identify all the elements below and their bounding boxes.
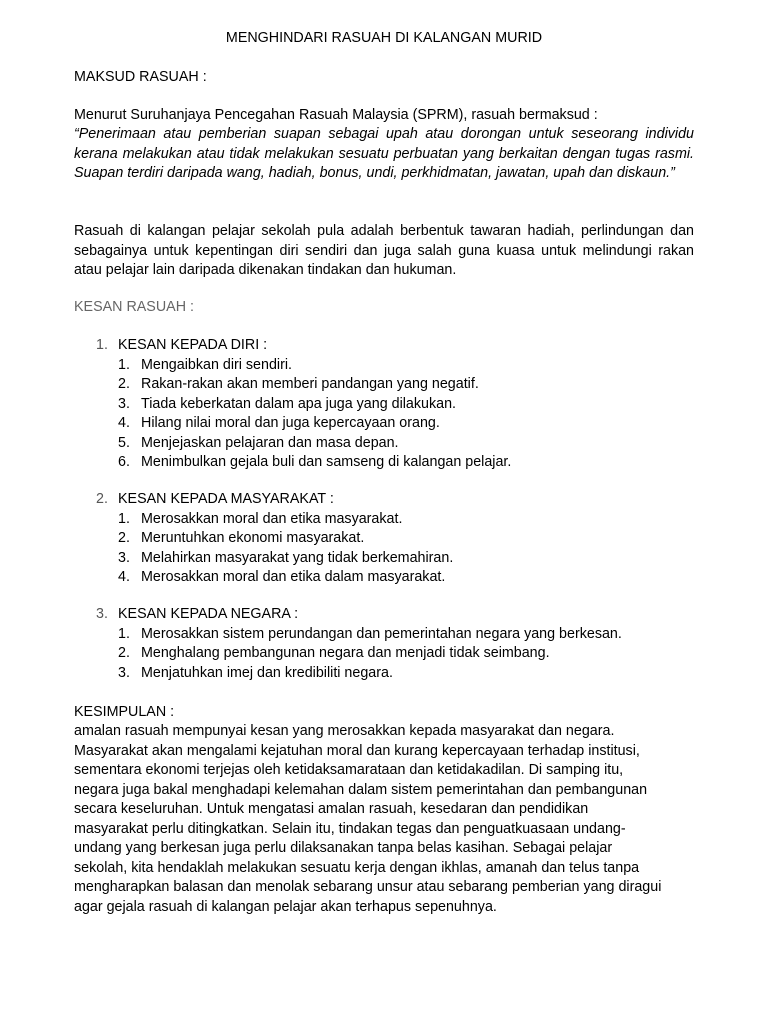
maksud-paragraph: Rasuah di kalangan pelajar sekolah pula adalah berbentuk tawaran hadiah, perlindungan dan sebagainya untuk kepentingan diri sendiri dan juga salah guna kuasa untuk melindungi rakan atau pelajar lain daripada dikenakan tindakan dan hukuman. (74, 223, 694, 278)
item-number: 2. (118, 645, 130, 661)
section-number: 3. (96, 606, 108, 622)
item-number: 3. (118, 395, 130, 412)
section-number: 2. (96, 491, 108, 507)
list-item (118, 625, 694, 645)
item-text: Merosakkan moral dan etika dalam masyarakat. (141, 569, 446, 585)
item-text: Menghalang pembangunan negara dan menjadi tidak seimbang. (141, 645, 550, 661)
list-item (118, 395, 694, 415)
item-text: Merosakkan sistem perundangan dan pemerintahan negara yang berkesan. (141, 625, 622, 642)
kesan-section-1 (74, 336, 694, 473)
section-heading-diri: KESAN KEPADA DIRI : (118, 337, 268, 353)
section-heading-negara: KESAN KEPADA NEGARA : (118, 606, 299, 622)
item-number: 2. (118, 530, 130, 546)
list-item (118, 529, 694, 549)
list-item (118, 356, 694, 376)
item-number: 1. (118, 625, 130, 642)
item-text: Mengaibkan diri sendiri. (141, 356, 292, 373)
list-item (118, 453, 694, 473)
item-text: Hilang nilai moral dan juga kepercayaan orang. (141, 415, 440, 431)
list-item (118, 414, 694, 434)
item-number: 1. (118, 356, 130, 373)
kesimpulan-heading: KESIMPULAN : (74, 704, 175, 720)
kesimpulan-line: agar gejala rasuah di kalangan pelajar akan terhapus sepenuhnya. (74, 898, 497, 915)
section-heading-masyarakat: KESAN KEPADA MASYARAKAT : (118, 491, 334, 507)
kesimpulan-line: mengharapkan balasan dan menolak sebarang unsur atau sebarang pemberian yang diragui (74, 879, 662, 895)
item-text: Merosakkan moral dan etika masyarakat. (141, 510, 403, 527)
maksud-intro: Menurut Suruhanjaya Pencegahan Rasuah Malaysia (SPRM), rasuah bermaksud : (74, 107, 598, 123)
item-text: Meruntuhkan ekonomi masyarakat. (141, 530, 365, 546)
section-number: 1. (96, 337, 108, 353)
item-number: 3. (118, 549, 130, 566)
item-text: Menjejaskan pelajaran dan masa depan. (141, 434, 399, 451)
item-number: 1. (118, 510, 130, 527)
item-text: Melahirkan masyarakat yang tidak berkemahiran. (141, 549, 454, 566)
kesimpulan-line: secara keseluruhan. Untuk mengatasi amalan rasuah, kesedaran dan pendidikan (74, 801, 589, 817)
item-number: 2. (118, 376, 130, 392)
kesimpulan-paragraph (74, 722, 714, 917)
item-text: Menjatuhkan imej dan kredibiliti negara. (141, 664, 393, 681)
kesimpulan-line: Masyarakat akan mengalami kejatuhan moral dan kurang kepercayaan terhadap institusi, (74, 742, 640, 759)
list-item (118, 549, 694, 569)
maksud-heading: MAKSUD RASUAH : (74, 69, 207, 85)
item-number: 3. (118, 664, 130, 681)
kesimpulan-line: sekolah, kita hendaklah melakukan sesuatu kerja dengan ikhlas, amanah dan telus tanpa (74, 859, 640, 876)
kesan-heading: KESAN RASUAH : (74, 299, 194, 315)
list-item (118, 434, 694, 454)
item-number: 4. (118, 415, 130, 431)
list-item (118, 644, 694, 664)
list-item (118, 510, 694, 530)
maksud-quote: “Penerimaan atau pemberian suapan sebagai upah atau dorongan untuk seseorang individu kerana melakukan atau tidak melakukan sesuatu perbuatan yang berkaitan dengan tugas rasmi. Suapan terdiri daripada wang, hadiah, bonus, undi, perkhidmatan, jawatan, upah dan diskaun.” (74, 126, 694, 181)
list-item (118, 375, 694, 395)
item-number: 5. (118, 434, 130, 451)
kesimpulan-line: amalan rasuah mempunyai kesan yang merosakkan kepada masyarakat dan negara. (74, 723, 615, 739)
item-number: 6. (118, 454, 130, 470)
list-item (118, 568, 694, 588)
kesan-section-2 (74, 490, 694, 588)
item-text: Rakan-rakan akan memberi pandangan yang negatif. (141, 376, 479, 392)
kesimpulan-line: sementara ekonomi terjejas oleh ketidaksamarataan dan ketidakadilan. Di samping itu, (74, 762, 624, 778)
kesimpulan-line: undang yang berkesan juga perlu dilaksanakan tanpa belas kasihan. Sebagai pelajar (74, 840, 613, 856)
kesan-section-3 (74, 605, 694, 683)
kesimpulan-line: negara juga bakal menghadapi kelemahan dalam sistem pemerintahan dan pembangunan (74, 781, 648, 798)
document-title: MENGHINDARI RASUAH DI KALANGAN MURID (225, 30, 543, 46)
item-number: 4. (118, 569, 130, 585)
item-text: Menimbulkan gejala buli dan samseng di kalangan pelajar. (141, 454, 512, 470)
item-text: Tiada keberkatan dalam apa juga yang dilakukan. (141, 395, 457, 412)
kesimpulan-line: masyarakat perlu ditingkatkan. Selain itu, tindakan tegas dan penguatkuasaan undang- (74, 820, 626, 837)
list-item (118, 664, 694, 684)
